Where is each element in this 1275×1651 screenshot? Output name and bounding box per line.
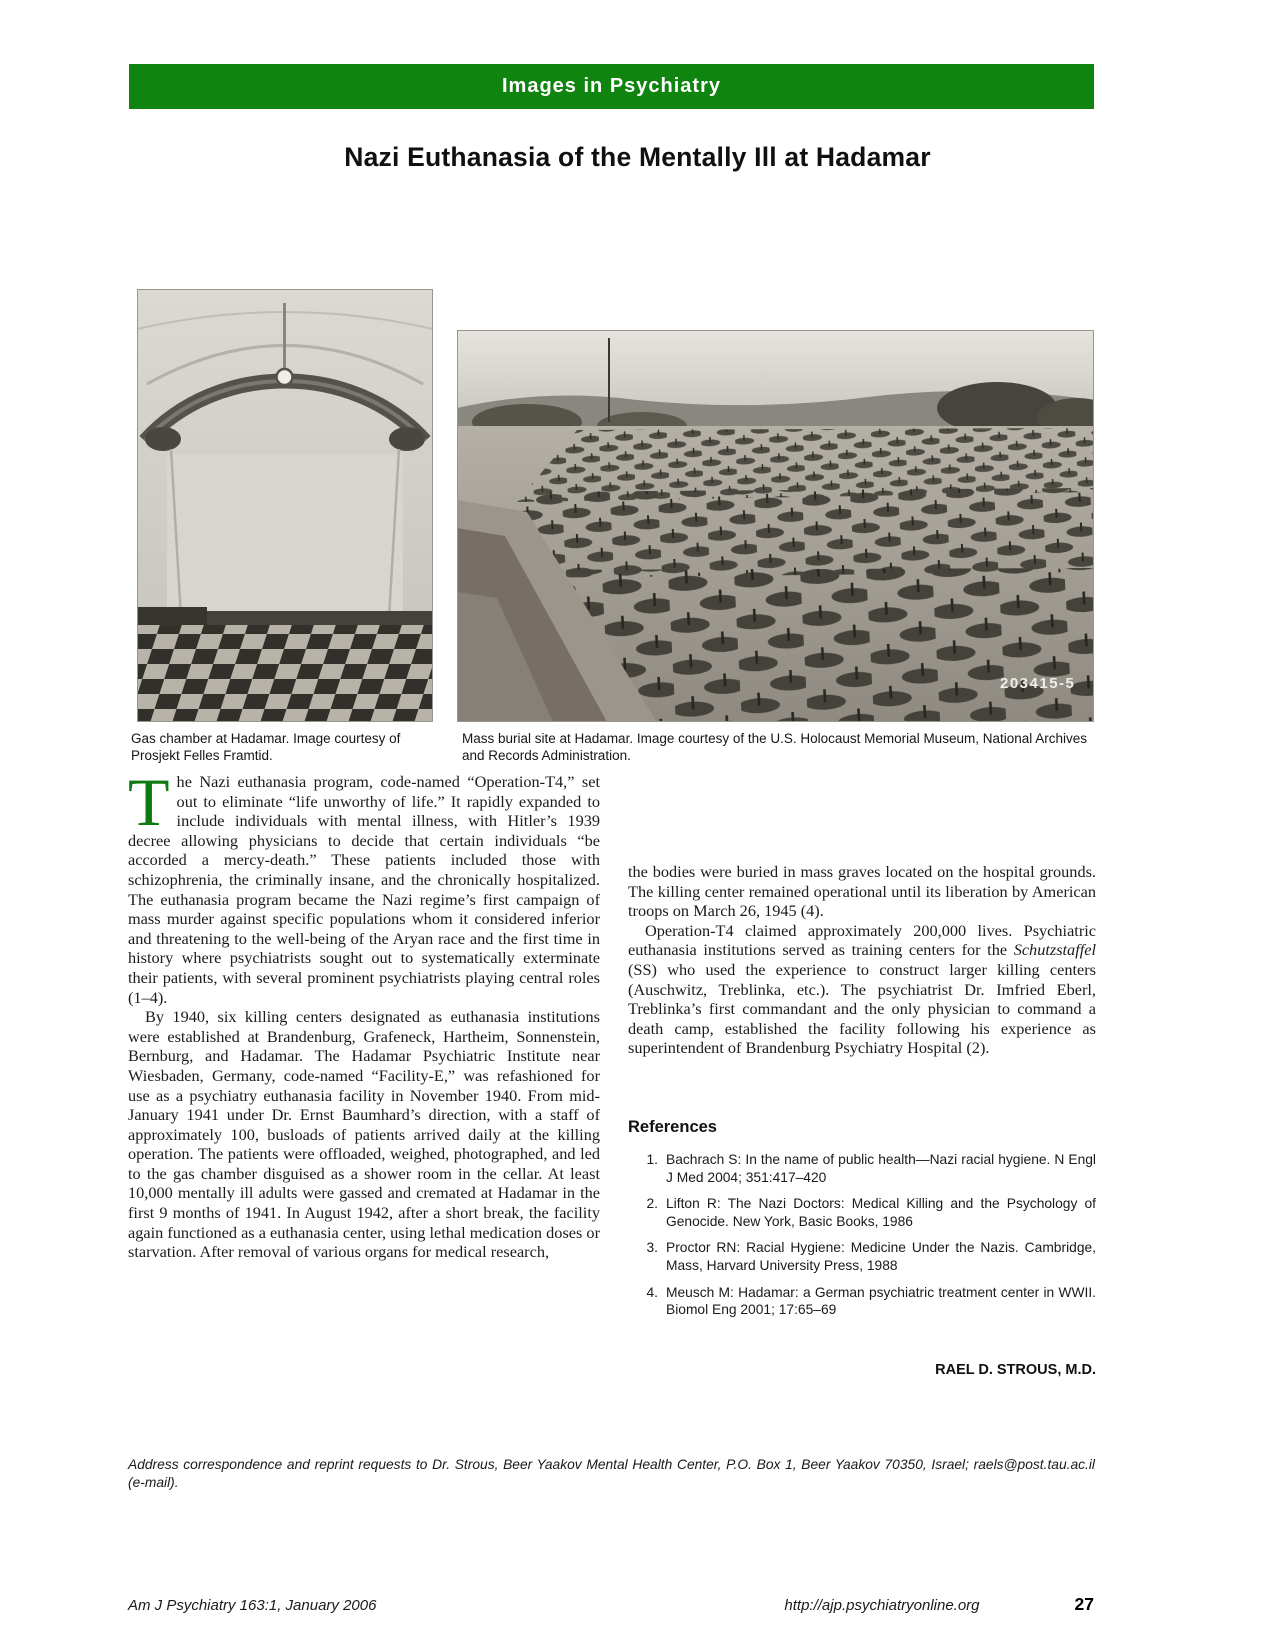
reference-item [628, 1239, 1096, 1274]
mass-burial-illustration [457, 330, 1094, 722]
reference-text: Meusch M: Hadamar: a German psychiatric treatment center in WWII. Biomol Eng 2001; 17:65–69 [666, 1284, 1096, 1318]
paragraph-3: the bodies were buried in mass graves located on the hospital grounds. The killing center remained operational until its liberation by American troops on March 26, 1945 (4). [628, 862, 1096, 921]
reference-text: Bachrach S: In the name of public health—Nazi racial hygiene. N Engl J Med 2004; 351:417–420 [666, 1152, 1096, 1185]
section-banner [129, 64, 1094, 109]
paragraph-4-italic: Schutzstaffel [1013, 940, 1096, 960]
reference-item [628, 1284, 1096, 1319]
paragraph-4-post: (SS) who used the experience to construct larger killing centers (Auschwitz, Treblinka, etc.). The psychiatrist Dr. Imfried Eberl, Treblinka’s first commandant and the only physician to command a death camp, established the facility following his experience as superintendent of Brandenburg Psychiatry Hospital (2). [628, 959, 1096, 1058]
journal-url: http://ajp.psychiatryonline.org [784, 1597, 980, 1614]
reference-item [628, 1195, 1096, 1230]
paragraph-4 [628, 921, 1096, 1058]
reference-text: Lifton R: The Nazi Doctors: Medical Killing and the Psychology of Genocide. New York, Basic Books, 1986 [666, 1196, 1096, 1229]
photo-id-label: 203415-5 [1000, 675, 1076, 692]
page-title: Nazi Euthanasia of the Mentally Ill at Hadamar [344, 142, 931, 172]
body-column-left [128, 764, 600, 1262]
checkered-floor [137, 625, 433, 722]
paragraph-1-text: he Nazi euthanasia program, code-named “Operation-T4,” set out to eliminate “life unworthy of life.” It rapidly expanded to include individuals with mental illness, with Hitler’s 1939 decree allowing physicians to decide that certain individuals “be accorded a mercy-death.” These patients included those with schizophrenia, the criminally insane, and the chronically hospitalized. The euthanasia program became the Nazi regime’s first campaign of mass murder against specific populations whom it considered inferior and threatening to the well-being of the Aryan race and the first time in history where psychiatrists sought out to systematically exterminate their patients, with several prominent psychiatrists playing central roles (1–4). [128, 772, 600, 1007]
caption-gas-chamber: Gas chamber at Hadamar. Image courtesy of Prosjekt Felles Framtid. [131, 731, 401, 763]
paragraph-2: By 1940, six killing centers designated as euthanasia institutions were established at Brandenburg, Grafeneck, Hartheim, Sonnenstein, Bernburg, and Hadamar. The Hadamar Psychiatric Institute near Wiesbaden, Germany, code-named “Facility-E,” was refashioned for use as a psychiatry euthanasia facility in November 1940. From mid-January 1941 under Dr. Ernst Baumhard’s direction, with a staff of approximately 100, busloads of patients arrived daily at the killing operation. The patients were offloaded, weighed, photographed, and led to the gas chamber disguised as a shower room in the cellar. At least 10,000 mentally ill adults were gassed and cremated at Hadamar in the first 9 months of 1941. In August 1942, after a short break, the facility again functioned as a euthanasia center, using lethal medication doses or starvation. After removal of various organs for medical research, [128, 1007, 600, 1262]
section-banner-label: Images in Psychiatry [502, 75, 721, 97]
paragraph-4-pre: Operation-T4 claimed approximately 200,000 lives. Psychiatric euthanasia institutions served as training centers for the [628, 920, 1096, 960]
drop-cap: T [128, 764, 170, 840]
page-number: 27 [1074, 1594, 1094, 1614]
author-byline: RAEL D. STROUS, M.D. [935, 1362, 1096, 1378]
gas-chamber-photo [137, 289, 433, 722]
page-footer [128, 1594, 1094, 1615]
reference-item [628, 1151, 1096, 1186]
reference-number: 1. [646, 1152, 658, 1167]
reference-number: 4. [646, 1284, 658, 1300]
mass-burial-photo [457, 330, 1094, 722]
paragraph-1 [128, 764, 600, 1007]
references-section [628, 1118, 1096, 1328]
correspondence-note: Address correspondence and reprint requests to Dr. Strous, Beer Yaakov Mental Health Center, P.O. Box 1, Beer Yaakov 70350, Israel; raels@post.tau.ac.il (e-mail). [128, 1457, 1095, 1490]
gas-chamber-illustration [137, 289, 433, 722]
reference-number: 2. [646, 1196, 658, 1212]
journal-citation: Am J Psychiatry 163:1, January 2006 [128, 1597, 377, 1614]
body-column-right [628, 862, 1096, 1058]
references-heading: References [628, 1118, 717, 1136]
reference-text: Proctor RN: Racial Hygiene: Medicine Under the Nazis. Cambridge, Mass, Harvard University Press, 1988 [666, 1240, 1096, 1273]
caption-mass-burial: Mass burial site at Hadamar. Image courtesy of the U.S. Holocaust Memorial Museum, National Archives and Records Administration. [462, 731, 1088, 763]
reference-number: 3. [646, 1240, 658, 1256]
